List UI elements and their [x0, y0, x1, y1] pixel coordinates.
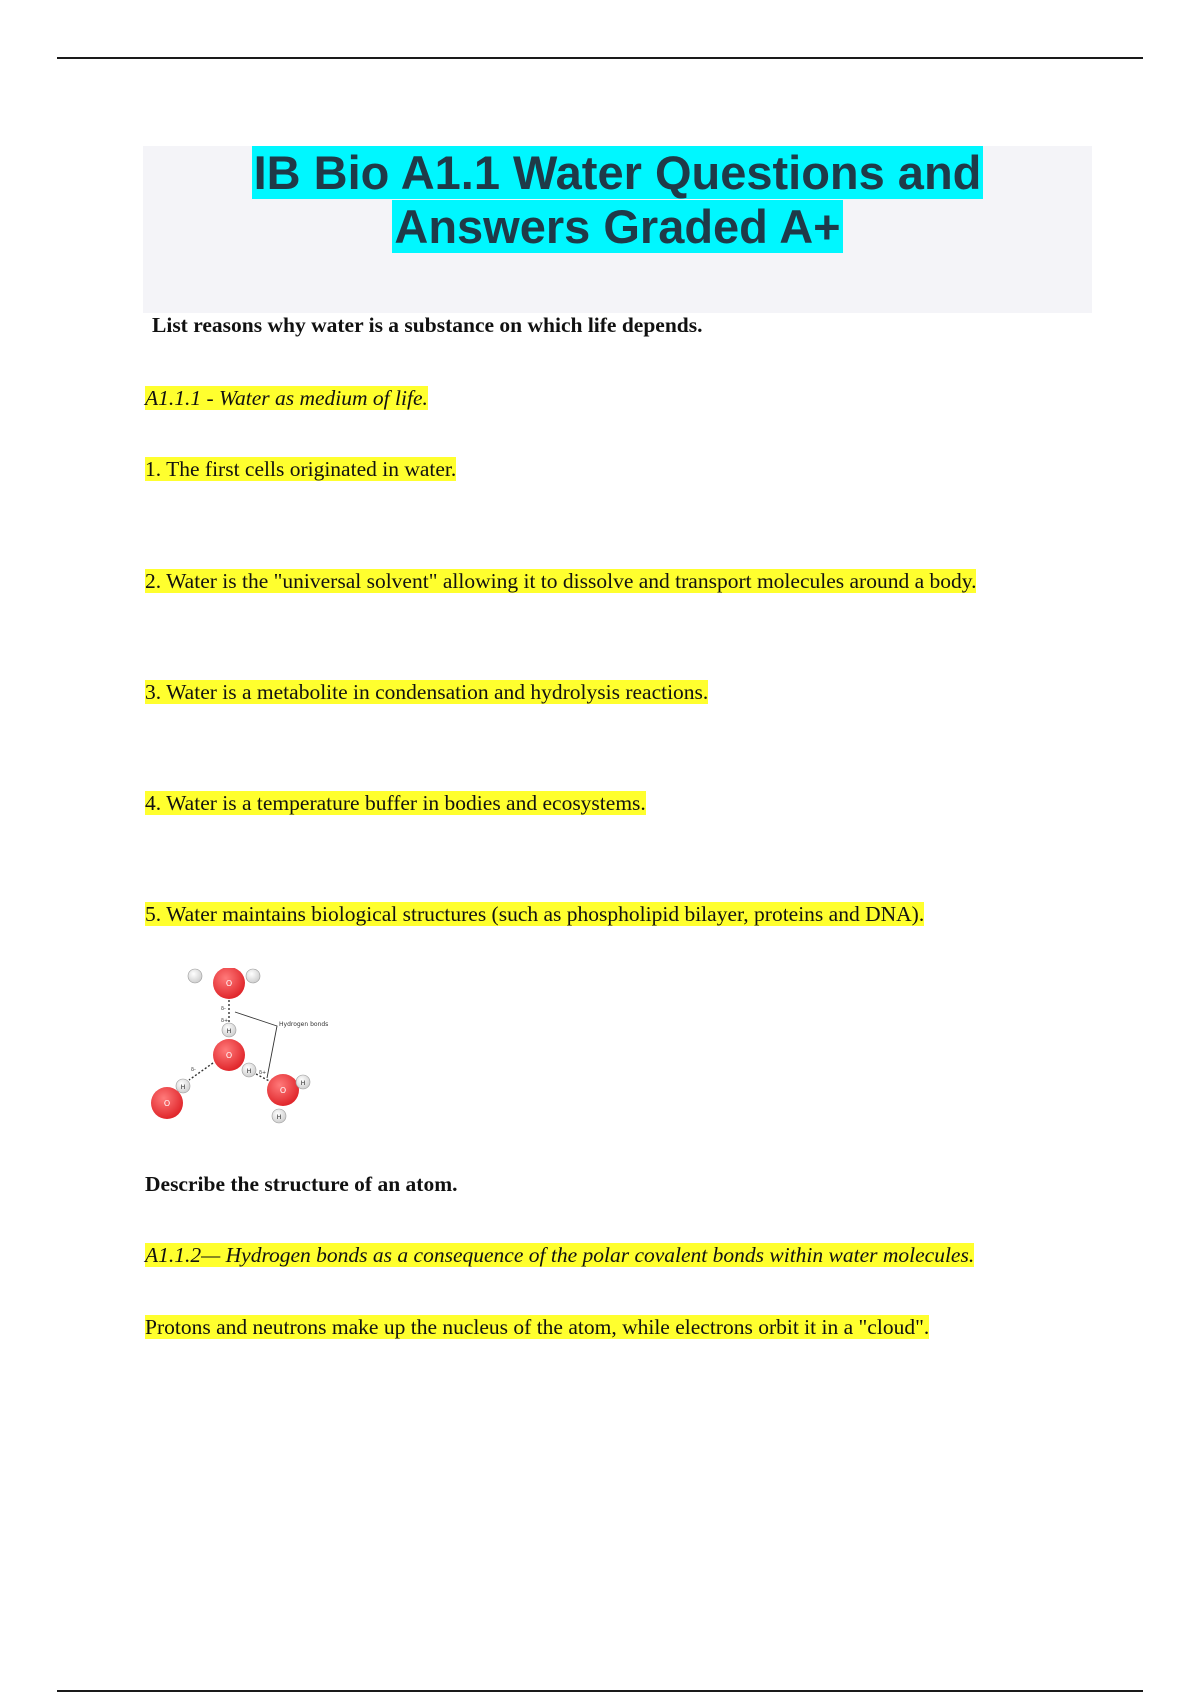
answer-1-item-4: 4. Water is a temperature buffer in bodies and ecosystems. [145, 791, 646, 815]
svg-text:H: H [226, 1028, 232, 1035]
svg-text:δ+: δ+ [221, 1018, 229, 1024]
topic-1: A1.1.1 - Water as medium of life. [145, 386, 428, 410]
svg-text:O: O [163, 1099, 171, 1108]
answer-1-item-5: 5. Water maintains biological structures (such as phospholipid bilayer, proteins and DNA). [145, 902, 925, 926]
svg-text:δ-: δ- [221, 1006, 226, 1012]
page-title-line-2: Answers Graded A+ [394, 200, 841, 253]
svg-text:O: O [225, 1051, 233, 1060]
svg-text:H: H [246, 1068, 252, 1075]
top-rule [57, 57, 1143, 59]
answer-1-item-3: 3. Water is a metabolite in condensation and hydrolysis reactions. [145, 680, 709, 704]
topic-2: A1.1.2— Hydrogen bonds as a consequence of the polar covalent bonds within water molecules. [145, 1243, 975, 1267]
bottom-rule [57, 1690, 1143, 1692]
title-banner [143, 146, 1092, 313]
svg-text:δ-: δ- [191, 1067, 196, 1073]
answer-1-item-2: 2. Water is the "universal solvent" allowing it to dissolve and transport molecules around a body. [145, 569, 977, 593]
svg-text:H: H [300, 1080, 306, 1087]
answer-2: Protons and neutrons make up the nucleus of the atom, while electrons orbit it in a "cloud". [145, 1315, 930, 1339]
question-2: Describe the structure of an atom. [145, 1172, 458, 1196]
diagram-label: Hydrogen bonds [279, 1021, 329, 1028]
answer-1-item-1: 1. The first cells originated in water. [145, 457, 457, 481]
svg-text:O: O [225, 979, 233, 988]
svg-text:O: O [279, 1086, 287, 1095]
svg-text:H: H [276, 1114, 282, 1121]
svg-text:δ+: δ+ [259, 1070, 267, 1076]
svg-text:H: H [180, 1084, 186, 1091]
page-title-line-1: IB Bio A1.1 Water Questions and [253, 146, 982, 199]
hydrogen-atom [246, 969, 260, 983]
question-1: List reasons why water is a substance on which life depends. [152, 313, 703, 337]
hydrogen-atom [188, 969, 202, 983]
water-hydrogen-bond-diagram [147, 968, 337, 1130]
